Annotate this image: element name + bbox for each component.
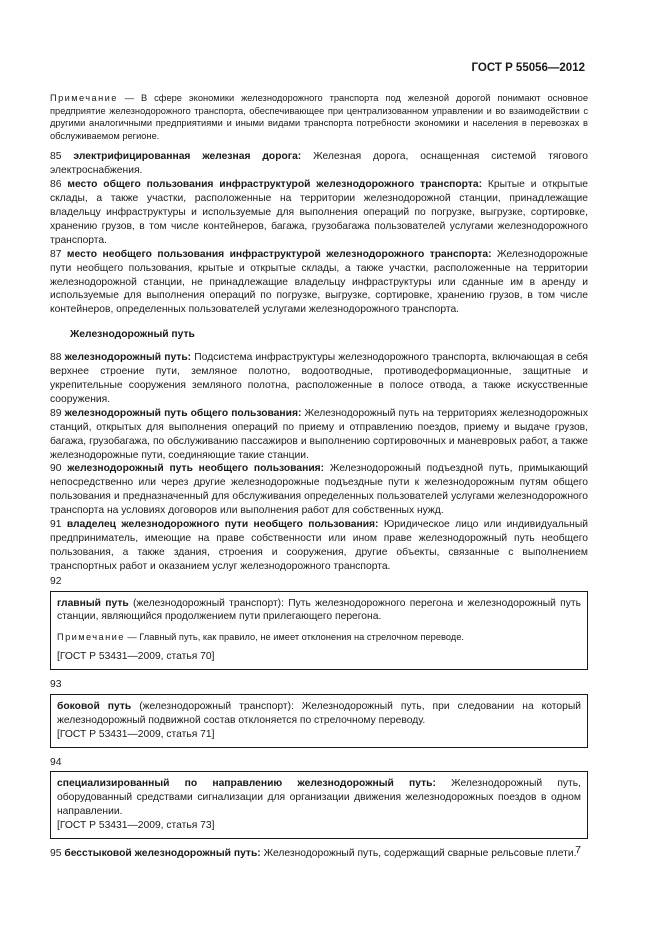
term-entry-90 — [50, 462, 588, 518]
term-number-94: 94 — [50, 756, 62, 768]
term-name: бесстыковой железнодорожный путь: — [64, 848, 261, 860]
source-reference: [ГОСТ Р 53431—2009, статья 70] — [57, 650, 215, 662]
source-reference: [ГОСТ Р 53431—2009, статья 73] — [57, 820, 215, 832]
section-heading: Железнодорожный путь — [70, 329, 195, 341]
term-name: специализированный по направлению железнодорожный путь: — [57, 778, 436, 790]
term-entry-87 — [50, 248, 588, 318]
term-number: 87 — [50, 248, 62, 260]
boxed-definition — [57, 777, 581, 819]
page-number: 7 — [575, 844, 581, 856]
term-number: 88 — [50, 352, 62, 364]
term-name: железнодорожный путь: — [64, 352, 192, 364]
note-label: Примечание — [57, 632, 125, 643]
term-number: 86 — [50, 179, 62, 191]
document-body — [50, 92, 588, 861]
term-definition: Железнодорожные пути необщего пользования, крытые и открытые склады, а также участки, расположенные на территории железнодорожной станции, не принадлежащие владельцу инфраструктуры или сданные им в аренду и используемые для выполнения операций по погрузке, выгрузке, сортировке, хранению грузов, в том числе контейнеров, определенных пользователей услугами железнодорожного транспорта. — [50, 248, 588, 316]
term-box-92 — [50, 591, 588, 670]
term-box-93 — [50, 694, 588, 748]
term-entry-91 — [50, 518, 588, 574]
note-text: — В сфере экономики железнодорожного транспорта под железной дорогой понимают основное предприятие железнодорожного транспорта, обеспечивающее при централизованном управлении и во взаимодействии с другими аналогичными предприятиями и иными видами транспорта потребности экономики и населения в перевозках в обслуживаемом регионе. — [50, 93, 588, 141]
term-number: 90 — [50, 463, 62, 475]
term-definition: Крытые и открытые склады, а также участки, расположенные на территории железнодорожной станции, принадлежащие владельцу инфраструктуры и используемые для выполнения операций по погрузке, выгрузке, сортировке, хранению грузов, в том числе контейнеров, багажа, грузобагажа пользователей услугами железнодорожного транспорта. — [50, 179, 589, 246]
term-name: железнодорожный путь необщего пользования: — [67, 463, 325, 475]
boxed-note — [57, 631, 581, 644]
term-name: место необщего пользования инфраструктурой железнодорожного транспорта: — [66, 248, 492, 260]
term-entry-86 — [50, 178, 588, 248]
term-definition: (железнодорожный транспорт): Железнодорожный путь, при следовании на который железнодорожный подвижной состав отклоняется по стрелочному переводу. — [57, 700, 581, 726]
term-number: 91 — [50, 519, 62, 531]
term-entry-89 — [50, 407, 588, 463]
term-definition: Железнодорожный подъездной путь, примыкающий непосредственно или через другие железнодорожные подъездные пути к железнодорожным путям общего пользования и предназначенный для обслуживания определенных пользователей услугами железнодорожного транспорта на условиях договоров или выполнения работ для собственных нужд. — [50, 463, 588, 517]
term-number-92: 92 — [50, 575, 62, 587]
intro-note — [50, 92, 588, 142]
term-entry-95 — [50, 847, 588, 861]
term-name: место общего пользования инфраструктурой железнодорожного транспорта: — [67, 179, 483, 191]
term-definition: Железнодорожный путь, содержащий сварные рельсовые плети. — [260, 848, 577, 860]
term-name: электрифицированная железная дорога: — [73, 151, 302, 163]
term-number: 95 — [50, 848, 62, 860]
term-definition: Подсистема инфраструктуры железнодорожного транспорта, включающая в себя верхнее строение пути, земляное полотно, водоотводные, противодеформационные, защитные и укрепительные сооружения земляного полотна, расположенные в полосе отвода, а также искусственные сооружения. — [50, 352, 588, 405]
term-definition: (железнодорожный транспорт): Путь железнодорожного перегона и железнодорожный путь станции, являющийся продолжением пути прилегающего перегона. — [57, 597, 581, 623]
term-number: 89 — [50, 407, 62, 419]
note-label: Примечание — [50, 93, 118, 103]
term-definition: Железнодорожный путь на территориях железнодорожных станций, открытых для выполнения операций по приему и отправлению поездов, приему и выдаче грузов, багажа, грузобагажа, по обслуживанию пассажиров и выполнению сортировочных и маневровых работ, а также железнодорожные пути, соединяющие такие станции. — [50, 407, 588, 461]
term-definition: Железнодорожный путь, оборудованный средствами сигнализации для организации движения железнодорожных поездов в одном направлении. — [57, 778, 581, 818]
term-name: владелец железнодорожного пути необщего пользования: — [66, 519, 379, 531]
boxed-definition — [57, 700, 581, 728]
term-name: железнодорожный путь общего пользования: — [64, 407, 302, 419]
term-definition: Железная дорога, оснащенная системой тягового электроснабжения. — [50, 151, 588, 177]
term-definition: Юридическое лицо или индивидуальный предприниматель, имеющие на праве собственности или ином праве железнодорожный путь необщего пользования, а также здания, строения и сооружения, другие объекты, связанные с выполнением транспортных работ и оказанием услуг железнодорожного транспорта. — [50, 519, 588, 572]
term-entry-88 — [50, 351, 588, 407]
term-box-94 — [50, 771, 588, 839]
term-number: 85 — [50, 151, 62, 163]
source-reference: [ГОСТ Р 53431—2009, статья 71] — [57, 728, 215, 740]
term-entry-85 — [50, 150, 588, 178]
term-name: боковой путь — [57, 700, 132, 712]
document-header: ГОСТ Р 55056—2012 — [471, 62, 585, 74]
term-number-93: 93 — [50, 678, 62, 690]
term-name: главный путь — [57, 597, 129, 609]
boxed-definition — [57, 597, 581, 625]
note-text: — Главный путь, как правило, не имеет отклонения на стрелочном переводе. — [124, 632, 464, 643]
